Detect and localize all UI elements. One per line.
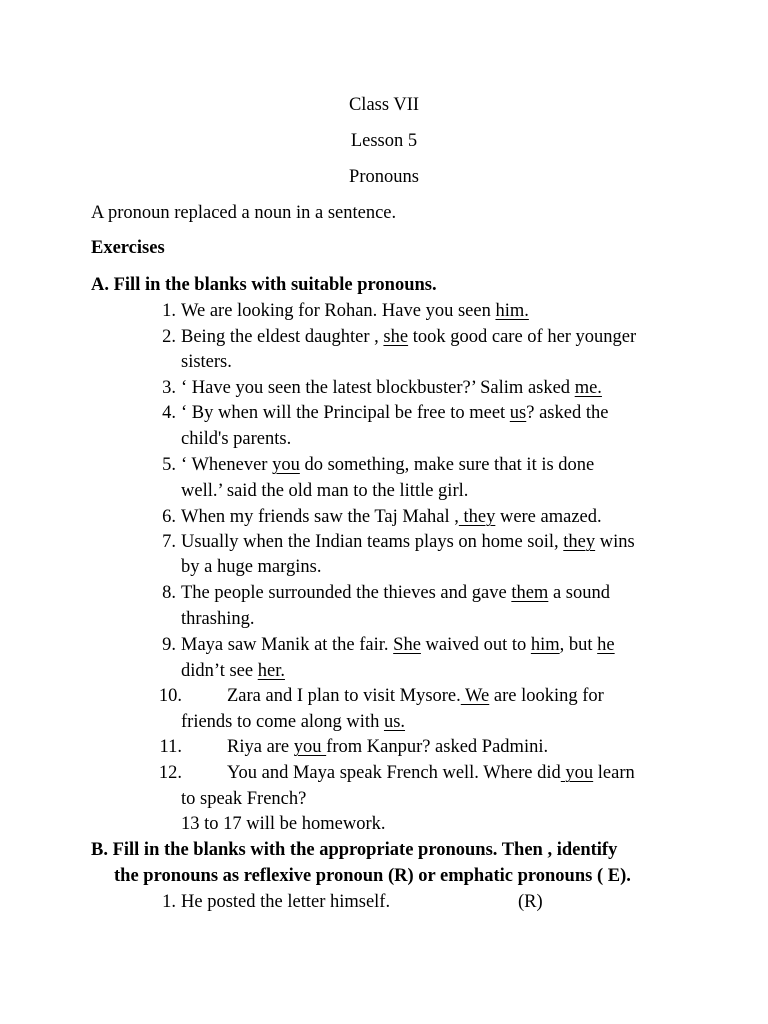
item-number: 12.: [158, 763, 182, 783]
item-number: 2.: [162, 327, 176, 347]
item-text: took good care of her younger: [408, 327, 637, 347]
item-text: Zara and I plan to visit Mysore.: [227, 686, 461, 706]
item-text: The people surrounded the thieves and gave: [181, 583, 512, 603]
answer-blank: they: [563, 532, 596, 552]
item-number: 9.: [162, 635, 176, 655]
item-number: 1.: [162, 892, 176, 912]
item-text: were amazed.: [495, 507, 602, 527]
item-text: waived out to: [420, 635, 531, 655]
definition-text: A pronoun replaced a noun in a sentence.: [91, 203, 397, 223]
answer-blank: you: [560, 763, 594, 783]
item-number: 6.: [162, 507, 176, 527]
item-text-continued: thrashing.: [181, 609, 255, 629]
section-b-heading-continued: the pronouns as reflexive pronoun (R) or emphatic pronouns ( E).: [114, 866, 631, 886]
item-text: are looking for: [489, 686, 604, 706]
item-text: Maya saw Manik at the fair.: [181, 635, 394, 655]
item-text: ‘ Whenever: [181, 455, 273, 475]
item-text-continued: sisters.: [181, 352, 232, 372]
item-text-continued: by a huge margins.: [181, 557, 322, 577]
exercises-heading: Exercises: [91, 238, 165, 258]
item-text: We are looking for Rohan. Have you seen: [181, 301, 496, 321]
item-text: Riya are: [227, 737, 294, 757]
item-text: from Kanpur? asked Padmini.: [326, 737, 549, 757]
item-number: 4.: [162, 403, 176, 423]
item-text: do something, make sure that it is done: [299, 455, 595, 475]
item-text: a sound: [548, 583, 610, 603]
item-number: 1.: [162, 301, 176, 321]
answer-blank: her.: [257, 661, 285, 681]
answer-blank: She: [393, 635, 421, 655]
answer-blank: him: [530, 635, 560, 655]
item-text: Being the eldest daughter ,: [181, 327, 384, 347]
item-text: learn: [593, 763, 635, 783]
item-number: 10.: [158, 686, 182, 706]
answer-blank: me.: [574, 378, 602, 398]
class-title: Class VII: [348, 95, 420, 115]
item-text: ‘ Have you seen the latest blockbuster?’ Salim asked: [181, 378, 575, 398]
answer-blank: him.: [495, 301, 529, 321]
answer-blank: you: [293, 737, 327, 757]
item-text: He posted the letter himself.: [181, 892, 391, 912]
item-text-continued: to speak French?: [181, 789, 307, 809]
item-text: You and Maya speak French well. Where did: [227, 763, 561, 783]
item-text-continued: well.’ said the old man to the little girl.: [181, 481, 469, 501]
item-text: ? asked the: [526, 403, 609, 423]
item-number: 7.: [162, 532, 176, 552]
item-text-continued: didn’t see: [181, 661, 258, 681]
item-text: ‘ By when will the Principal be free to meet: [181, 403, 510, 423]
answer-blank: us: [509, 403, 527, 423]
answer-blank: We: [460, 686, 490, 706]
item-number: 8.: [162, 583, 176, 603]
item-text-continued: friends to come along with: [181, 712, 384, 732]
homework-note: 13 to 17 will be homework.: [181, 814, 386, 834]
section-b-heading: B. Fill in the blanks with the appropriate pronouns. Then , identify: [91, 840, 618, 860]
answer-label: (R): [518, 892, 543, 912]
answer-blank: she: [383, 327, 409, 347]
section-a-heading: A. Fill in the blanks with suitable pronouns.: [91, 275, 437, 295]
item-text: Usually when the Indian teams plays on home soil,: [181, 532, 564, 552]
answer-blank: he: [597, 635, 615, 655]
answer-blank: us.: [383, 712, 406, 732]
item-text-continued: child's parents.: [181, 429, 292, 449]
item-number: 11.: [159, 737, 182, 757]
answer-blank: they: [458, 507, 496, 527]
lesson-title: Lesson 5: [350, 131, 418, 151]
item-text: , but: [559, 635, 598, 655]
item-text: When my friends saw the Taj Mahal ,: [181, 507, 459, 527]
answer-blank: them: [511, 583, 549, 603]
item-number: 5.: [162, 455, 176, 475]
answer-blank: you: [272, 455, 300, 475]
item-number: 3.: [162, 378, 176, 398]
item-text: wins: [595, 532, 635, 552]
topic-title: Pronouns: [349, 167, 419, 187]
